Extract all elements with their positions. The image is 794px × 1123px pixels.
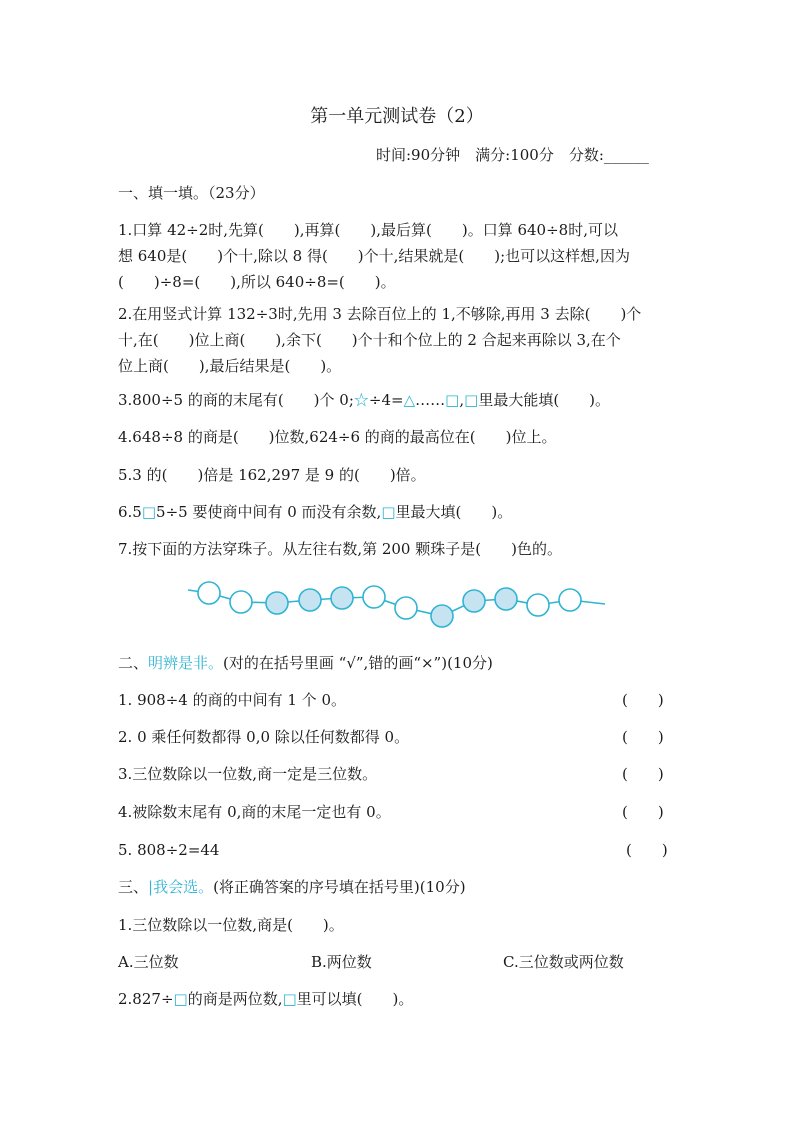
tf-item: 5. 808÷2=44 — [118, 841, 220, 859]
question-5: 5.3 的( )倍是 162,297 是 9 的( )倍。 — [118, 466, 426, 484]
tf-item: 4.被除数末尾有 0,商的末尾一定也有 0。 — [118, 803, 391, 821]
question-1-line-1: 1.口算 42÷2时,先算( ),再算( ),最后算( )。口算 640÷8时,可以 — [118, 221, 618, 239]
answer-parentheses[interactable]: ( ) — [622, 728, 664, 746]
cq2-text-a: 2.827÷ — [118, 990, 174, 1008]
q3-text-b: ÷4= — [368, 391, 404, 409]
bead-filled — [495, 588, 517, 610]
q6-text-b: 5÷5 要使商中间有 0 而没有余数, — [156, 503, 382, 521]
bead-empty — [198, 582, 220, 604]
q3-text-d: , — [459, 391, 465, 409]
section3-heading — [118, 874, 678, 900]
section2-heading — [118, 650, 678, 676]
q3-text-a: 3.800÷5 的商的末尾有( )个 0; — [118, 391, 354, 409]
bead-empty — [559, 589, 581, 611]
cq2-text-c: 里可以填( )。 — [296, 990, 414, 1008]
bead-filled — [299, 589, 321, 611]
exam-meta: 时间:90分钟 满分:100分 分数:______ — [376, 146, 649, 164]
star-icon: ☆ — [353, 391, 369, 409]
section3-heading-number: 三、 — [118, 878, 149, 896]
answer-parentheses[interactable]: ( ) — [622, 765, 664, 783]
section1-heading: 一、填一填。（23分） — [118, 184, 265, 202]
square-icon: □ — [173, 990, 188, 1008]
q3-text-c: …… — [415, 391, 446, 409]
answer-parentheses[interactable]: ( ) — [622, 691, 664, 709]
question-2 — [118, 301, 678, 379]
cq2-text-b: 的商是两位数, — [187, 990, 283, 1008]
question-3 — [118, 387, 678, 413]
section2-heading-instruction: (对的在括号里画 “√”,错的画“×”)(10分) — [223, 654, 493, 672]
question-4: 4.648÷8 的商是( )位数,624÷6 的商的最高位在( )位上。 — [118, 428, 557, 446]
q3-text-e: 里最大能填( )。 — [478, 391, 611, 409]
triangle-icon: △ — [403, 391, 416, 409]
bead-filled — [463, 590, 485, 612]
bead-empty — [230, 591, 252, 613]
bead-empty — [527, 594, 549, 616]
square-icon: □ — [282, 990, 297, 1008]
answer-parentheses[interactable]: ( ) — [626, 841, 668, 859]
section3-heading-title: |我会选。 — [148, 878, 214, 896]
option-c[interactable]: C.三位数或两位数 — [503, 953, 624, 971]
square-icon: □ — [141, 503, 157, 521]
square-icon: □ — [445, 391, 460, 409]
question-2-line-1: 2.在用竖式计算 132÷3时,先用 3 去除百位上的 1,不够除,再用 3 去除( )个 — [118, 305, 642, 323]
choice-question-1: 1.三位数除以一位数,商是( )。 — [118, 916, 344, 934]
question-1 — [118, 217, 678, 295]
question-2-line-2: 十,在( )位上商( ),余下( )个十和个位上的 2 合起来再除以 3,在个 — [118, 331, 621, 349]
choice-question-2 — [118, 986, 678, 1012]
q6-text-c: 里最大填( )。 — [395, 503, 513, 521]
question-1-line-2: 想 640是( )个十,除以 8 得( )个十,结果就是( );也可以这样想,因为 — [118, 247, 630, 265]
bead-string-illustration — [185, 578, 610, 632]
question-1-line-3: ( )÷8=( ),所以 640÷8=( )。 — [118, 273, 396, 291]
section2-heading-number: 二、 — [118, 654, 149, 672]
tf-item: 2. 0 乘任何数都得 0,0 除以任何数都得 0。 — [118, 728, 410, 746]
q6-text-a: 6.5 — [118, 503, 142, 521]
question-6 — [118, 499, 678, 525]
section3-heading-instruction: (将正确答案的序号填在括号里)(10分) — [213, 878, 466, 896]
question-2-line-3: 位上商( ),最后结果是( )。 — [118, 357, 342, 375]
square-icon: □ — [381, 503, 396, 521]
section2-heading-title: 明辨是非。 — [148, 654, 224, 672]
bead-filled — [266, 592, 288, 614]
tf-item: 3.三位数除以一位数,商一定是三位数。 — [118, 765, 378, 783]
question-7: 7.按下面的方法穿珠子。从左往右数,第 200 颗珠子是( )色的。 — [118, 540, 562, 558]
bead-filled — [331, 587, 353, 609]
tf-item: 1. 908÷4 的商的中间有 1 个 0。 — [118, 691, 346, 709]
square-icon: □ — [464, 391, 479, 409]
bead-empty — [363, 586, 385, 608]
option-b[interactable]: B.两位数 — [311, 953, 372, 971]
bead-empty — [395, 597, 417, 619]
answer-parentheses[interactable]: ( ) — [622, 803, 664, 821]
bead-filled — [431, 605, 453, 627]
page-title: 第一单元测试卷（2） — [310, 106, 484, 127]
option-a[interactable]: A.三位数 — [118, 953, 179, 971]
